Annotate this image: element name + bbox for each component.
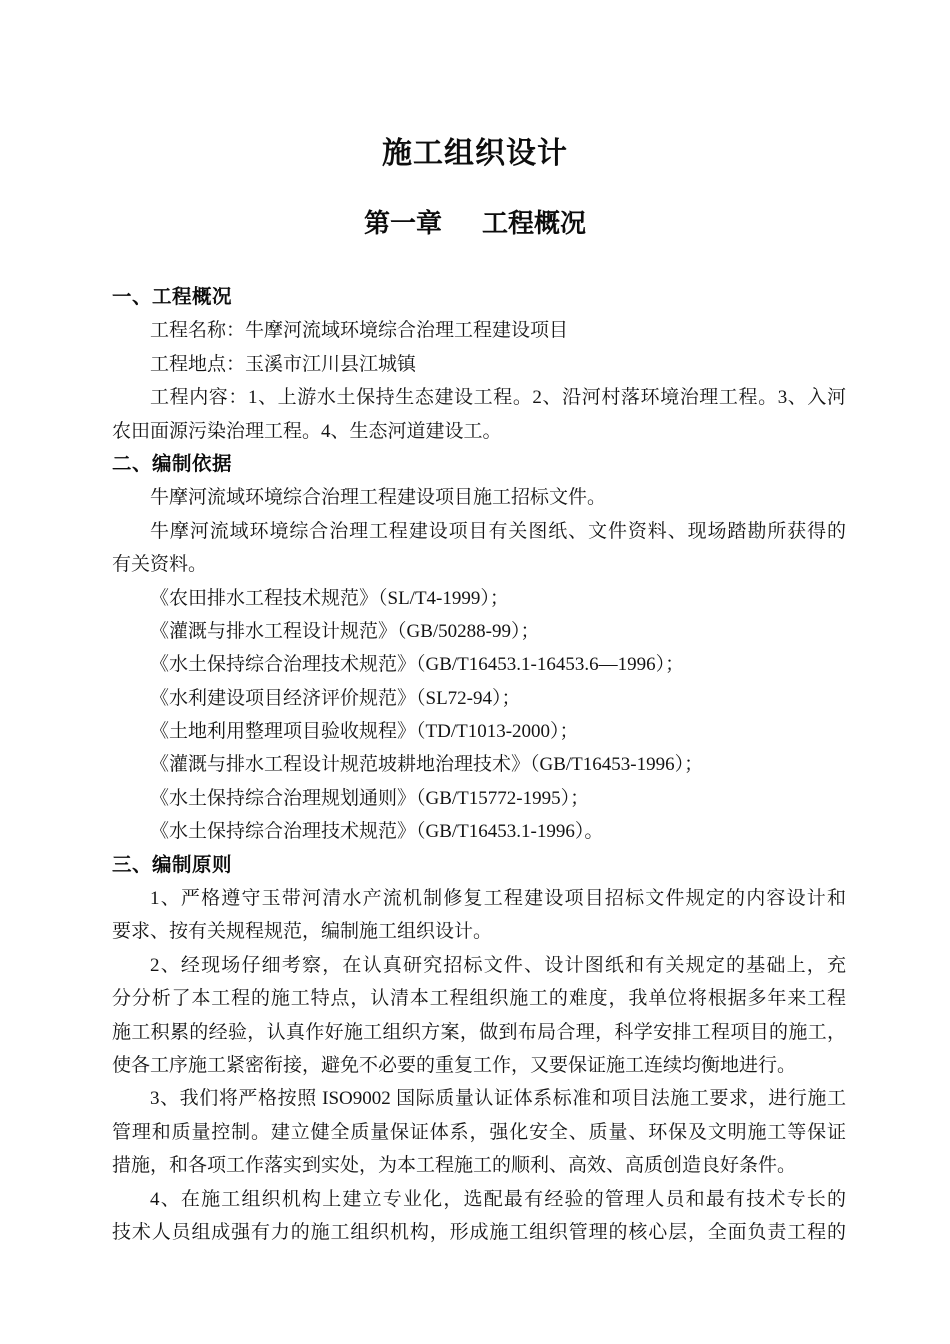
text-line: 技术人员组成强有力的施工组织机构，形成施工组织管理的核心层，全面负责工程的 [112,1221,846,1243]
text-line: 一、工程概况 [112,286,233,308]
text-line: 有关资料。 [112,554,208,576]
text-line: 分分析了本工程的施工特点，认清本工程组织施工的难度，我单位将根据多年来工程 [112,988,846,1010]
text-line: 工程内容：1、上游水土保持生态建设工程。2、沿河村落环境治理工程。3、入河 [150,387,846,409]
chapter-number: 第一章 [363,209,442,238]
text-line: 3、我们将严格按照 ISO9002 国际质量认证体系标准和项目法施工要求，进行施工 [150,1088,846,1110]
text-line: 《灌溉与排水工程设计规范》（GB/50288-99）； [150,620,540,642]
text-line: 2、经现场仔细考察，在认真研究招标文件、设计图纸和有关规定的基础上，充 [150,954,846,976]
text-line: 要求、按有关规程规范，编制施工组织设计。 [112,921,493,943]
text-line: 措施，和各项工作落实到实处，为本工程施工的顺利、高效、高质创造良好条件。 [112,1155,797,1177]
text-line: 使各工序施工紧密衔接，避免不必要的重复工作，又要保证施工连续均衡地进行。 [112,1054,797,1076]
text-line: 《水土保持综合治理规划通则》（GB/T15772-1995）； [150,787,590,809]
text-line: 施工积累的经验，认真作好施工组织方案，做到布局合理，科学安排工程项目的施工， [112,1021,846,1043]
text-line: 《灌溉与排水工程设计规范坡耕地治理技术》（GB/T16453-1996）； [150,754,704,776]
text-line: 管理和质量控制。建立健全质量保证体系，强化安全、质量、环保及文明施工等保证 [112,1121,846,1143]
text-line: 工程名称：牛摩河流域环境综合治理工程建设项目 [150,320,569,342]
text-line: 《水土保持综合治理技术规范》（GB/T16453.1-16453.6—1996）； [150,654,685,676]
document-title: 施工组织设计 [382,137,568,170]
text-line: 《土地利用整理项目验收规程》（TD/T1013-2000）； [150,721,579,743]
text-line: 《水土保持综合治理技术规范》（GB/T16453.1-1996）。 [150,821,604,843]
text-line: 1、严格遵守玉带河清水产流机制修复工程建设项目招标文件规定的内容设计和 [150,888,846,910]
text-line: 牛摩河流域环境综合治理工程建设项目有关图纸、文件资料、现场踏勘所获得的 [150,520,846,542]
text-line: 农田面源污染治理工程。4、生态河道建设工。 [112,420,502,442]
text-line: 工程地点：玉溪市江川县江城镇 [150,353,417,375]
text-line: 牛摩河流域环境综合治理工程建设项目施工招标文件。 [150,487,607,509]
document-body [112,281,846,1249]
text-line: 4、在施工组织机构上建立专业化，选配最有经验的管理人员和最有技术专长的 [150,1188,846,1210]
chapter-title: 工程概况 [482,209,587,238]
text-line: 《农田排水工程技术规范》（SL/T4-1999）； [150,587,509,609]
chapter-heading [0,203,950,240]
text-line: 二、编制依据 [112,452,233,475]
text-line: 《水利建设项目经济评价规范》（SL72-94）； [150,687,521,709]
text-line: 三、编制原则 [112,853,233,876]
